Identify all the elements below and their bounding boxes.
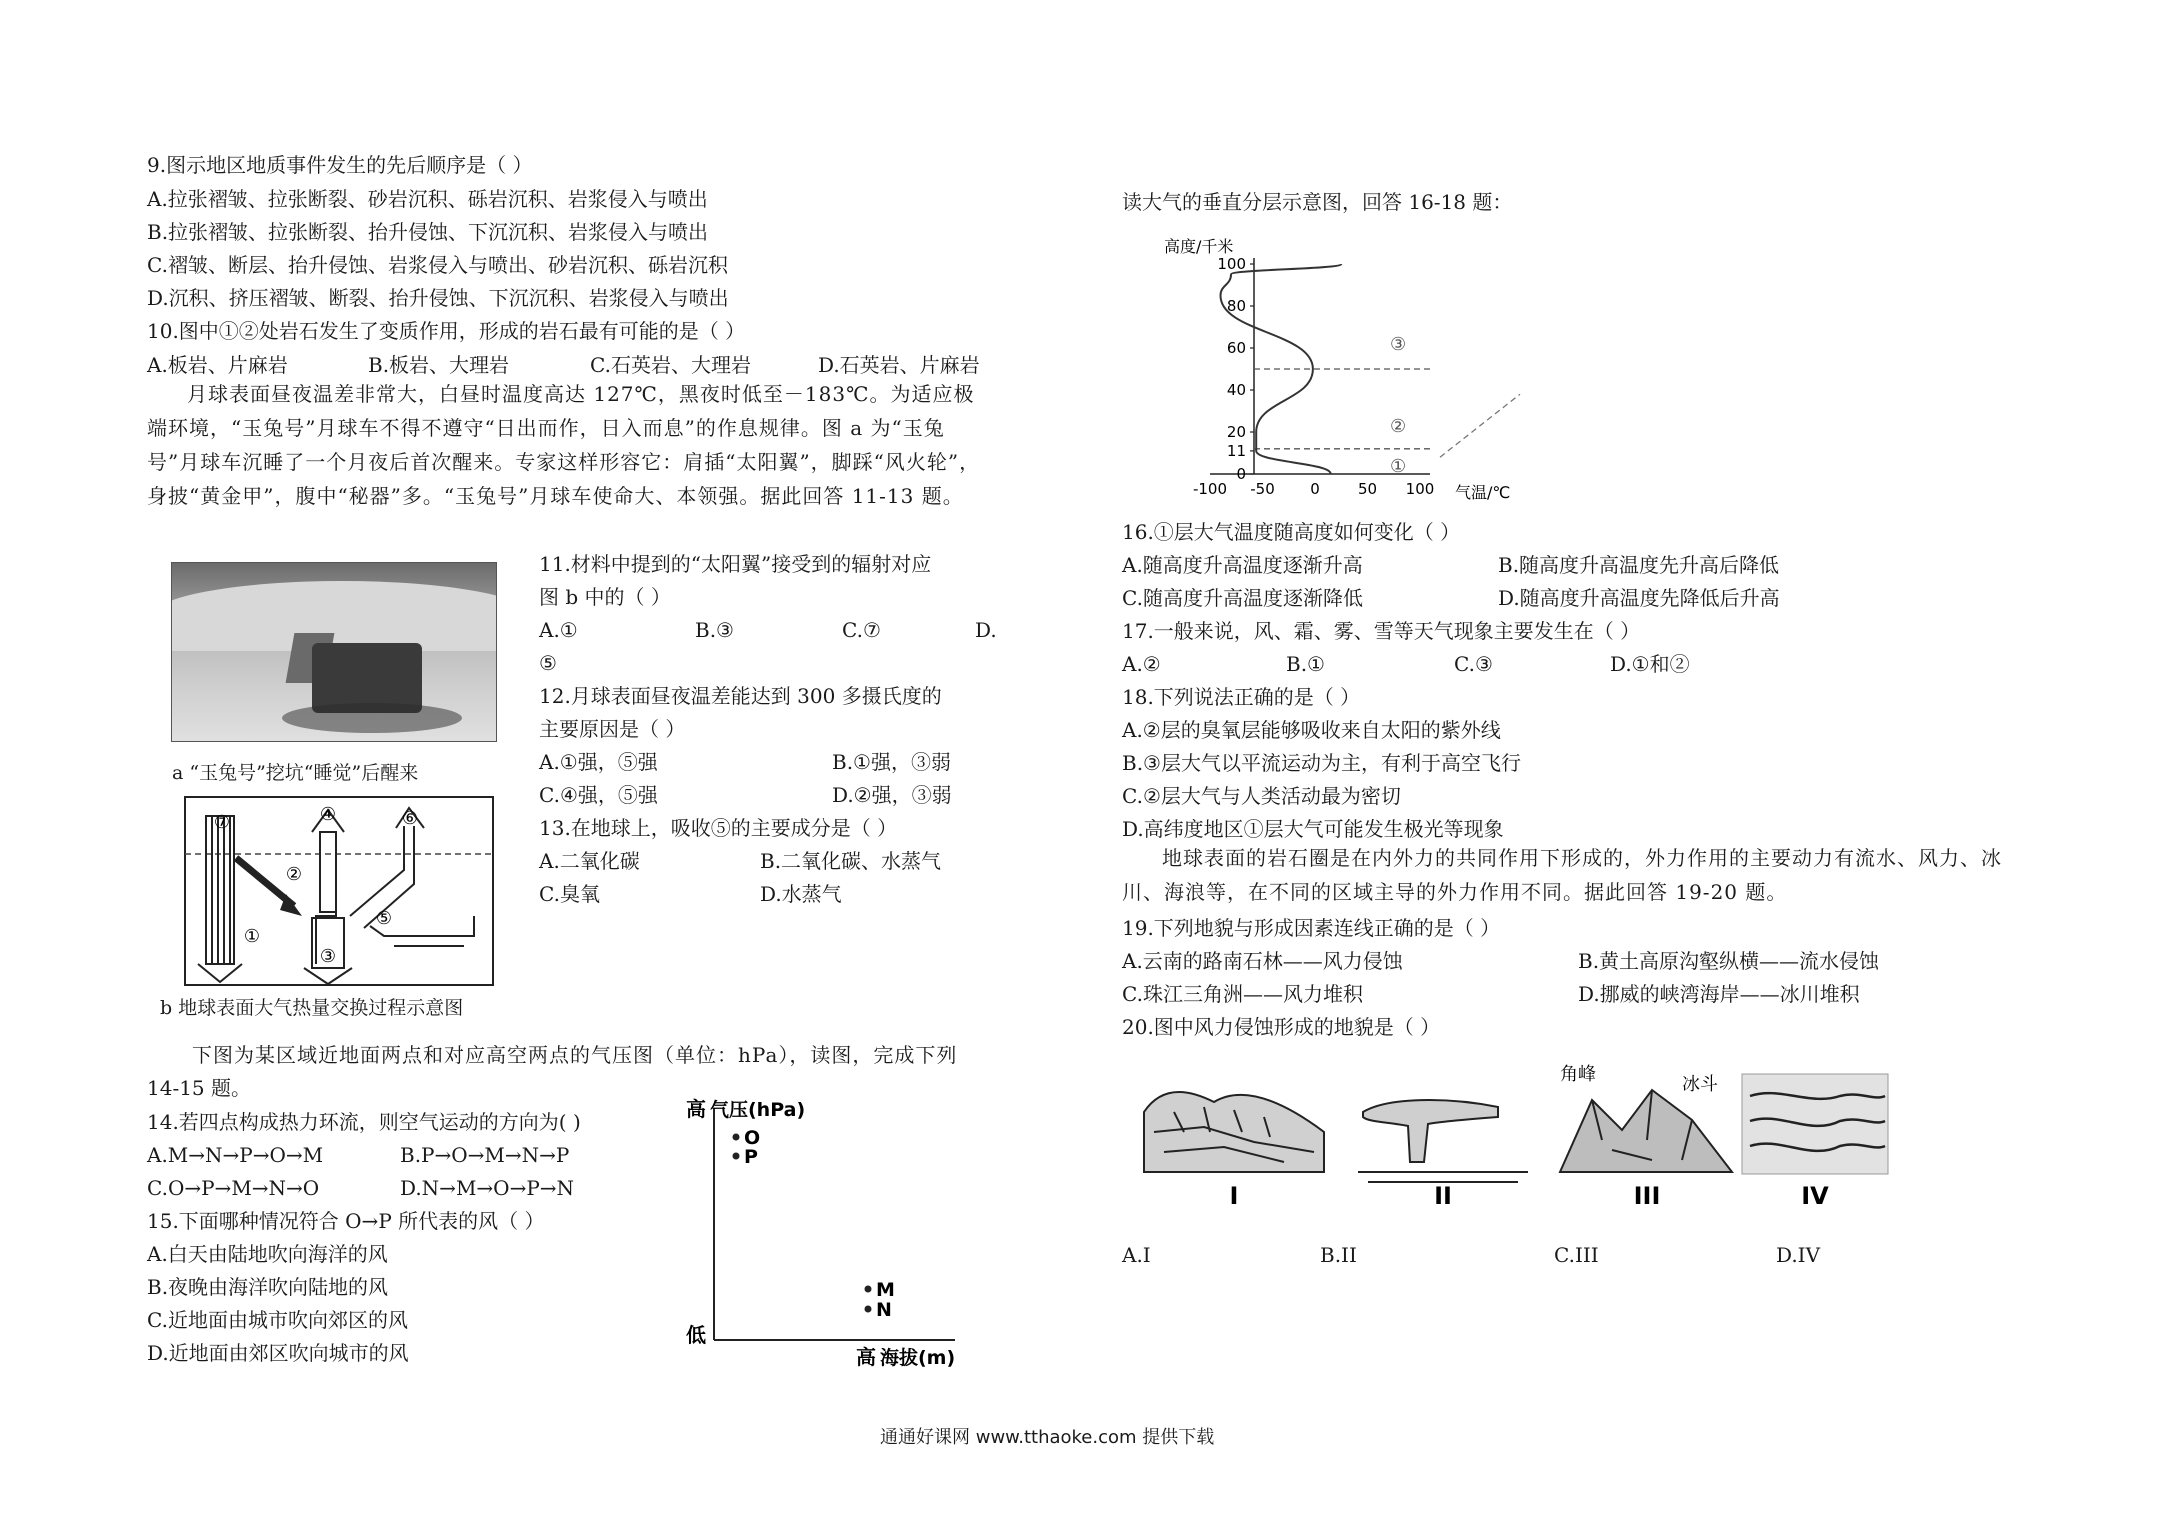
q9-option-c: C.褶皱、断层、抬升侵蚀、岩浆侵入与喷出、砂岩沉积、砾岩沉积 — [147, 253, 728, 277]
q15-option-c: C.近地面由城市吹向郊区的风 — [147, 1308, 408, 1332]
q15-option-b: B.夜晚由海洋吹向陆地的风 — [147, 1275, 389, 1299]
q15-option-d: D.近地面由郊区吹向城市的风 — [147, 1341, 409, 1365]
q10-option-c: C.石英岩、大理岩 — [590, 353, 751, 377]
x-tick-label: 100 — [1405, 480, 1435, 498]
passage-14-15-line-2: 14-15 题。 — [147, 1076, 252, 1100]
q13-option-c: C.臭氧 — [539, 882, 600, 906]
svg-text:I: I — [1229, 1182, 1239, 1210]
landform-image-4 — [1740, 1066, 1890, 1212]
q14-option-d: D.N→M→O→P→N — [400, 1176, 575, 1200]
q18-option-c: C.②层大气与人类活动最为密切 — [1122, 784, 1401, 808]
y-tick-label: 0 — [1236, 465, 1246, 483]
q11-stem-2: 图 b 中的（ ） — [539, 585, 671, 609]
point-o — [733, 1134, 740, 1141]
y-axis-high: 高 — [686, 1097, 706, 1121]
passage-11-13: 月球表面昼夜温差非常大，白昼时温度高达 127℃，黑夜时低至－183℃。为适应极端环境，“玉兔号”月球车不得不遵守“日出而作，日入而息”的作息规律。图 a 为“玉兔号”月球车沉睡了一个月夜后首次醒来。专家这样形容它：肩插“太阳翼”，脚踩“风火轮”，身披“黄金甲”，腹中“秘器”多。“玉兔号”月球车使命大、本领强。据此回答 11-13 题。 — [147, 382, 981, 508]
y-tick-label: 100 — [1217, 255, 1246, 273]
y-tick-label: 60 — [1226, 339, 1246, 357]
q10-option-a: A.板岩、片麻岩 — [147, 353, 288, 377]
q16-option-d: D.随高度升高温度先降低后升高 — [1498, 586, 1780, 610]
rover-photo — [171, 562, 497, 742]
q12-stem-1: 12.月球表面昼夜温差能达到 300 多摄氏度的 — [539, 684, 942, 708]
label-3: ③ — [319, 946, 337, 967]
heat-exchange-diagram — [184, 796, 494, 986]
x-axis-label: 海拔(m) — [880, 1347, 956, 1369]
x-tick-label: -100 — [1192, 480, 1228, 498]
figure-a-caption: a “玉兔号”挖坑“睡觉”后醒来 — [172, 762, 419, 784]
y-tick-label: 20 — [1226, 423, 1246, 441]
point-n — [865, 1306, 872, 1313]
point-m — [865, 1286, 872, 1293]
label-2: ② — [285, 864, 303, 885]
svg-text:II: II — [1434, 1182, 1452, 1210]
svg-text:IV: IV — [1801, 1182, 1829, 1210]
q17-option-c: C.③ — [1454, 652, 1493, 676]
y-axis-low: 低 — [686, 1323, 706, 1347]
q12-option-b: B.①强，③弱 — [832, 750, 951, 774]
q16-option-c: C.随高度升高温度逐渐降低 — [1122, 586, 1363, 610]
landform-image-3 — [1552, 1060, 1742, 1212]
layer-label-3: ③ — [1390, 334, 1407, 355]
q11-option-c: C.⑦ — [842, 618, 881, 642]
q18-option-d: D.高纬度地区①层大气可能发生极光等现象 — [1122, 817, 1504, 841]
q16-option-b: B.随高度升高温度先升高后降低 — [1498, 553, 1780, 577]
passage-14-15-line-1: 下图为某区域近地面两点和对应高空两点的气压图（单位：hPa），读图，完成下列 — [192, 1043, 958, 1067]
x-axis-high: 高 — [856, 1345, 876, 1369]
chart-xlabel: 气温/℃ — [1455, 483, 1511, 502]
q17-option-d: D.①和② — [1610, 652, 1690, 676]
label-6: ⑥ — [401, 808, 419, 829]
q17-option-b: B.① — [1286, 652, 1325, 676]
y-tick-label: 11 — [1226, 441, 1246, 460]
q9-stem: 9.图示地区地质事件发生的先后顺序是（ ） — [147, 153, 533, 177]
q20-stem: 20.图中风力侵蚀形成的地貌是（ ） — [1122, 1015, 1441, 1039]
q9-option-a: A.拉张褶皱、拉张断裂、砂岩沉积、砾岩沉积、岩浆侵入与喷出 — [147, 187, 708, 211]
q15-option-a: A.白天由陆地吹向海洋的风 — [147, 1242, 388, 1266]
q19-option-c: C.珠江三角洲——风力堆积 — [1122, 982, 1363, 1006]
q11-option-b: B.③ — [695, 618, 734, 642]
svg-text:O: O — [744, 1127, 761, 1149]
q13-option-a: A.二氧化碳 — [539, 849, 640, 873]
passage-19-20: 地球表面的岩石圈是在内外力的共同作用下形成的，外力作用的主要动力有流水、风力、冰川、海浪等，在不同的区域主导的外力作用不同。据此回答 19-20 题。 — [1122, 846, 2002, 904]
q11-option-d: D. — [975, 618, 997, 642]
q12-option-d: D.②强，③弱 — [832, 783, 952, 807]
q20-option-a: A.I — [1122, 1243, 1151, 1267]
svg-text:角峰: 角峰 — [1560, 1064, 1596, 1085]
q14-stem: 14.若四点构成热力环流，则空气运动的方向为( ) — [147, 1110, 581, 1134]
y-tick-label: 40 — [1226, 381, 1246, 399]
q12-stem-2: 主要原因是（ ） — [539, 717, 686, 741]
q20-option-c: C.III — [1554, 1243, 1599, 1267]
svg-text:P: P — [744, 1146, 758, 1168]
landform-image-2 — [1348, 1072, 1538, 1212]
q13-option-b: B.二氧化碳、水蒸气 — [760, 849, 942, 873]
q16-option-a: A.随高度升高温度逐渐升高 — [1122, 553, 1363, 577]
label-7: ⑦ — [213, 812, 231, 833]
q9-option-d: D.沉积、挤压褶皱、断裂、抬升侵蚀、下沉沉积、岩浆侵入与喷出 — [147, 286, 729, 310]
q20-option-b: B.II — [1320, 1243, 1357, 1267]
svg-text:N: N — [876, 1299, 892, 1321]
svg-text:M: M — [876, 1279, 895, 1301]
label-1: ① — [243, 926, 261, 947]
q10-stem: 10.图中①②处岩石发生了变质作用，形成的岩石最有可能的是（ ） — [147, 319, 746, 343]
figure-b-caption: b 地球表面大气热量交换过程示意图 — [160, 997, 464, 1019]
q11-option-d-cont: ⑤ — [539, 651, 557, 675]
y-tick-label: 80 — [1226, 297, 1246, 315]
atmosphere-layer-chart — [1150, 232, 1540, 507]
q14-option-b: B.P→O→M→N→P — [400, 1143, 570, 1167]
decor-dashed-line — [1440, 394, 1520, 457]
q15-stem: 15.下面哪种情况符合 O→P 所代表的风（ ） — [147, 1209, 545, 1233]
q13-option-d: D.水蒸气 — [760, 882, 842, 906]
q18-option-b: B.③层大气以平流运动为主，有利于高空飞行 — [1122, 751, 1521, 775]
q14-option-c: C.O→P→M→N→O — [147, 1176, 320, 1200]
q10-option-b: B.板岩、大理岩 — [368, 353, 510, 377]
intro-16-18: 读大气的垂直分层示意图，回答 16-18 题： — [1122, 190, 1513, 214]
x-tick-label: 0 — [1310, 480, 1320, 498]
q18-stem: 18.下列说法正确的是（ ） — [1122, 685, 1361, 709]
pressure-chart — [680, 1090, 980, 1370]
x-tick-label: 50 — [1357, 480, 1378, 498]
chart-ylabel: 高度/千米 — [1164, 237, 1234, 256]
q19-stem: 19.下列地貌与形成因素连线正确的是（ ） — [1122, 916, 1501, 940]
q19-option-d: D.挪威的峡湾海岸——冰川堆积 — [1578, 982, 1860, 1006]
label-4: ④ — [319, 804, 337, 825]
q17-option-a: A.② — [1122, 652, 1161, 676]
layer-label-1: ① — [1390, 456, 1407, 477]
q16-stem: 16.①层大气温度随高度如何变化（ ） — [1122, 520, 1461, 544]
point-p — [733, 1153, 740, 1160]
label-5: ⑤ — [375, 908, 393, 929]
q9-option-b: B.拉张褶皱、拉张断裂、抬升侵蚀、下沉沉积、岩浆侵入与喷出 — [147, 220, 709, 244]
footer-source: 通通好课网 www.tthaoke.com 提供下载 — [880, 1427, 1215, 1448]
q12-option-a: A.①强，⑤强 — [539, 750, 658, 774]
q14-option-a: A.M→N→P→O→M — [147, 1143, 324, 1167]
q17-stem: 17.一般来说，风、霜、雾、雪等天气现象主要发生在（ ） — [1122, 619, 1641, 643]
svg-text:冰斗: 冰斗 — [1682, 1074, 1718, 1095]
q19-option-b: B.黄土高原沟壑纵横——流水侵蚀 — [1578, 949, 1880, 973]
layer-label-2: ② — [1390, 416, 1407, 437]
q20-option-d: D.IV — [1776, 1243, 1821, 1267]
svg-text:III: III — [1633, 1182, 1661, 1210]
landform-image-1 — [1134, 1072, 1334, 1212]
x-tick-label: -50 — [1250, 480, 1275, 498]
q11-stem-1: 11.材料中提到的“太阳翼”接受到的辐射对应 — [539, 552, 932, 576]
q11-option-a: A.① — [539, 618, 578, 642]
q12-option-c: C.④强，⑤强 — [539, 783, 658, 807]
q19-option-a: A.云南的路南石林——风力侵蚀 — [1122, 949, 1403, 973]
y-axis-label: 气压(hPa) — [710, 1099, 806, 1121]
q13-stem: 13.在地球上，吸收⑤的主要成分是（ ） — [539, 816, 898, 840]
q10-option-d: D.石英岩、片麻岩 — [818, 353, 980, 377]
q18-option-a: A.②层的臭氧层能够吸收来自太阳的紫外线 — [1122, 718, 1501, 742]
